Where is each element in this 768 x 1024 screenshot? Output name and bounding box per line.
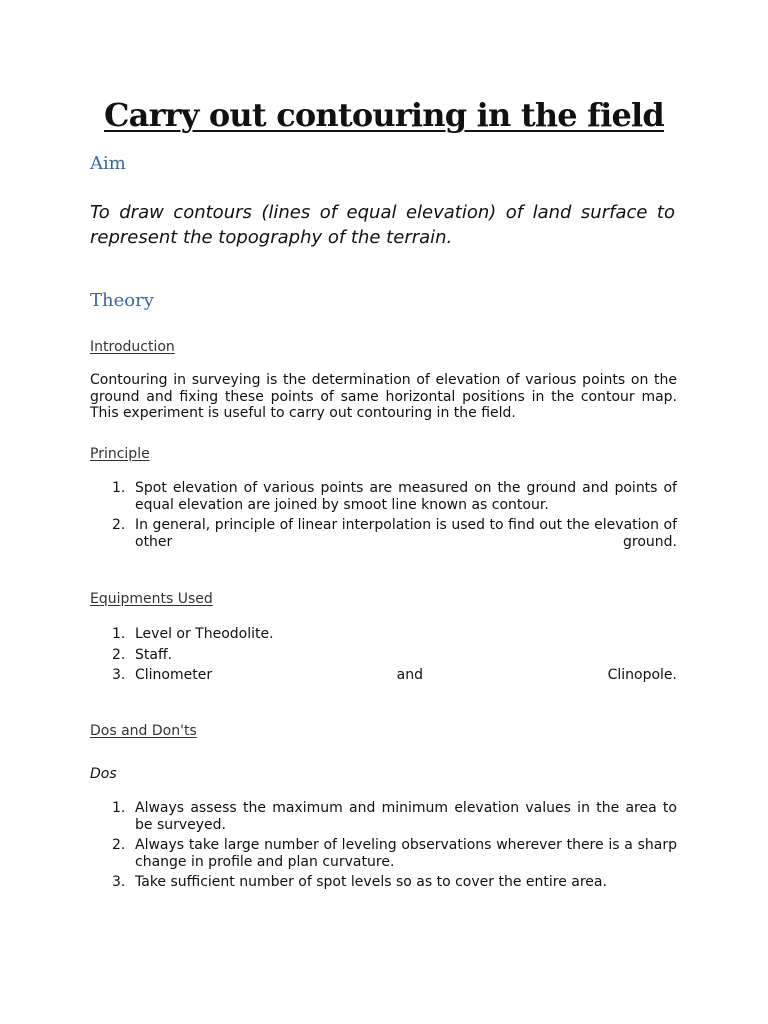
list-item [90, 480, 677, 513]
list-text: Level or Theodolite. [135, 626, 274, 642]
equipments-list [90, 626, 677, 684]
list-item [90, 667, 677, 684]
list-number: 2. [112, 646, 126, 663]
list-item [90, 647, 677, 664]
list-text: Take sufficient number of spot levels so as to cover the entire area. [135, 874, 607, 890]
dos-donts-heading: Dos and Don'ts [90, 723, 197, 739]
aim-heading: Aim [90, 153, 126, 174]
list-text: Spot elevation of various points are measured on the ground and points of equal elevation are joined by smoot line known as contour. [135, 480, 677, 513]
list-item [90, 800, 677, 833]
list-number: 1. [112, 480, 126, 496]
introduction-text: Contouring in surveying is the determination of elevation of various points on the ground and fixing these points of same horizontal positions in the contour map. This experiment is useful to carry out contouring in the field. [90, 372, 677, 421]
introduction-heading: Introduction [90, 339, 175, 355]
list-text: In general, principle of linear interpolation is used to find out the elevation of other ground. [135, 517, 677, 550]
list-text: Always take large number of leveling observations wherever there is a sharp change in profile and plan curvature. [135, 837, 677, 870]
list-number: 2. [112, 517, 126, 533]
theory-heading: Theory [90, 290, 154, 311]
list-text: Always assess the maximum and minimum elevation values in the area to be surveyed. [135, 800, 677, 833]
dos-label: Dos [90, 766, 117, 782]
page-title: Carry out contouring in the field [104, 96, 664, 134]
list-number: 3. [112, 874, 126, 890]
list-text: Clinometer and Clinopole. [135, 667, 677, 683]
dos-list [90, 800, 677, 891]
equipments-heading: Equipments Used [90, 591, 213, 607]
principle-list [90, 480, 677, 550]
principle-heading: Principle [90, 446, 150, 462]
list-item [90, 517, 677, 550]
list-number: 1. [112, 626, 126, 642]
list-item [90, 837, 677, 870]
list-number: 2. [112, 837, 126, 853]
list-item [90, 874, 677, 891]
list-number: 3. [112, 667, 126, 683]
list-number: 1. [112, 800, 126, 816]
list-item [90, 626, 677, 643]
aim-text: To draw contours (lines of equal elevation) of land surface to represent the topography of the terrain. [90, 202, 675, 248]
list-text: Staff. [135, 646, 173, 663]
